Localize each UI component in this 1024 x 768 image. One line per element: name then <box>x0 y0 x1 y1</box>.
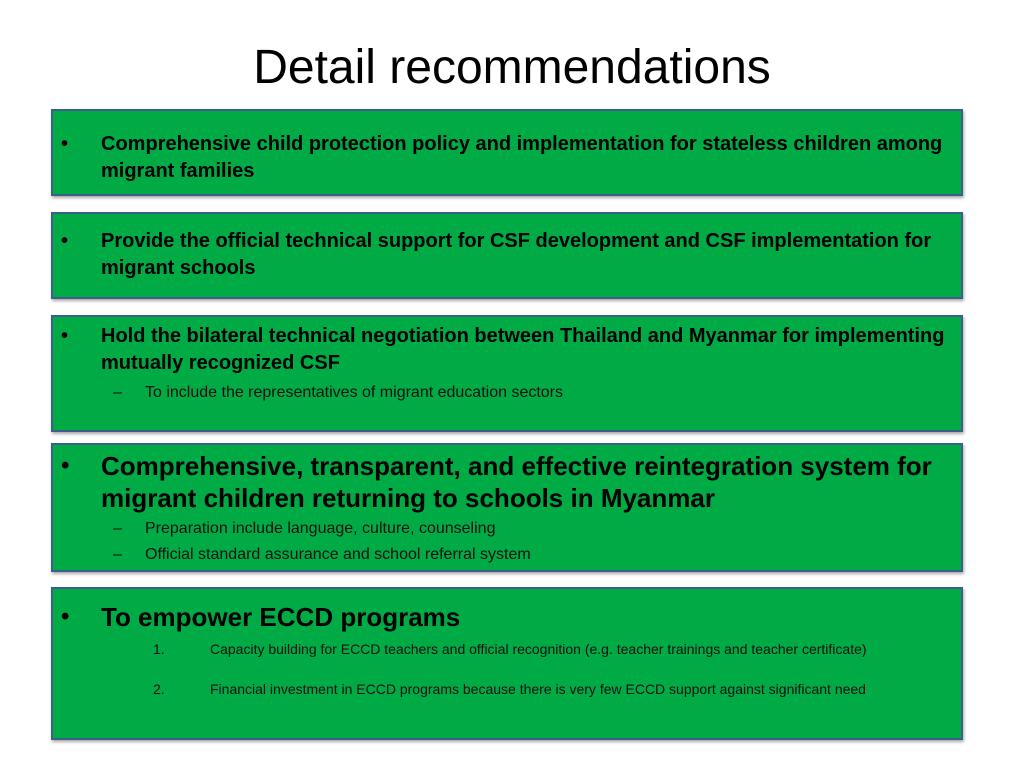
recommendation-box-1 <box>51 109 963 196</box>
bullet-icon: • <box>61 452 70 479</box>
recommendation-text: Hold the bilateral technical negotiation between Thailand and Myanmar for implementing mutually recognized CSF <box>101 325 945 374</box>
item-number: 1. <box>153 641 165 657</box>
recommendation-text: Comprehensive, transparent, and effective reintegration system for migrant children returning to schools in Myanmar <box>101 451 932 513</box>
numbered-point-1 <box>153 641 943 677</box>
dash-icon: – <box>113 384 122 401</box>
numbered-point-text: Capacity building for ECCD teachers and official recognition (e.g. teacher trainings and teacher certificate) <box>210 641 867 657</box>
bullet-icon: • <box>61 603 70 630</box>
bullet-icon: • <box>61 133 69 155</box>
sub-point-text: To include the representatives of migrant education sectors <box>145 384 564 401</box>
sub-point <box>113 516 947 542</box>
recommendation-text: Comprehensive child protection policy and implementation for stateless children among migrant families <box>101 133 943 182</box>
sub-point-text: Preparation include language, culture, counseling <box>145 520 496 537</box>
bullet-icon: • <box>61 325 69 347</box>
slide-title: Detail recommendations <box>253 41 771 94</box>
recommendation-text: Provide the official technical support for CSF development and CSF implementation for migrant schools <box>101 230 932 279</box>
sub-point <box>113 542 947 568</box>
numbered-point-2 <box>153 681 943 717</box>
item-number: 2. <box>153 681 165 697</box>
bullet-icon: • <box>61 230 69 252</box>
sub-point <box>113 380 947 406</box>
recommendation-text: To empower ECCD programs <box>101 602 461 632</box>
dash-icon: – <box>113 520 122 537</box>
recommendation-box-5 <box>51 587 963 740</box>
sub-point-text: Official standard assurance and school referral system <box>145 546 531 563</box>
recommendation-box-2 <box>51 212 963 299</box>
numbered-point-text: Financial investment in ECCD programs because there is very few ECCD support against significant need <box>210 681 866 697</box>
recommendation-box-4 <box>51 443 963 572</box>
dash-icon: – <box>113 546 122 563</box>
recommendation-box-3 <box>51 315 963 432</box>
